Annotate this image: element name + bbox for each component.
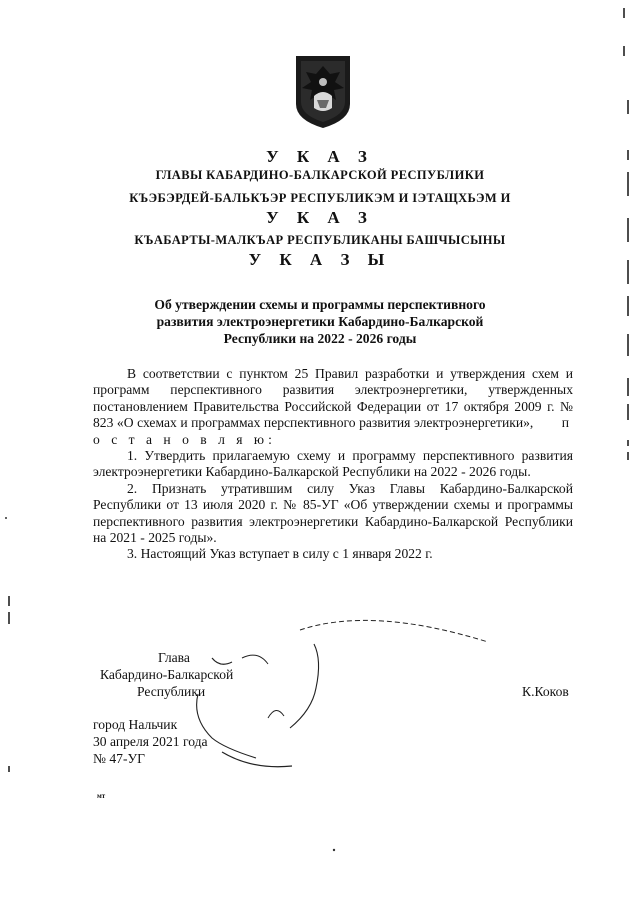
title-line-1: Об утверждении схемы и программы перспективного: [154, 297, 486, 312]
decree-item-3: 3. Настоящий Указ вступает в силу с 1 января 2022 г.: [127, 546, 433, 562]
header-glava-ru: ГЛАВЫ КАБАРДИНО-БАЛКАРСКОЙ РЕСПУБЛИКИ: [155, 168, 485, 182]
footer-city: город Нальчик: [93, 717, 178, 732]
title-line-3: Республики на 2022 - 2026 годы: [223, 331, 417, 346]
decree-word: п о с т а н о в л я ю:: [93, 415, 573, 447]
footer-number: № 47-УГ: [93, 751, 145, 766]
footer-date: 30 апреля 2021 года: [93, 734, 208, 749]
signatory-title-line-2: Кабардино-Балкарской: [100, 667, 234, 682]
signatory-title-line-3: Республики: [137, 684, 206, 699]
header-kabardian: КЪЭБЭРДЕЙ-БАЛЬКЪЭР РЕСПУБЛИКЭМ И ІЭТАЩХЬЭМ И: [129, 191, 511, 205]
header-balkar: КЪАБАРТЫ-МАЛКЪАР РЕСПУБЛИКАНЫ БАШЧЫСЫНЫ: [134, 233, 506, 247]
header-ukaz-ru: У К А З: [266, 147, 374, 166]
signatory-title-line-1: Глава: [158, 650, 190, 665]
header-ukazy-balkar: У К А З Ы: [248, 250, 392, 269]
decree-item-1: 1. Утвердить прилагаемую схему и программу перспективного развития электроэнергетики Кабардино-Балкарской Республики на 2022 - 2026 годы.: [93, 448, 573, 480]
header-ukaz-kabardian: У К А З: [266, 208, 374, 227]
decree-item-2: 2. Признать утратившим силу Указ Главы Кабардино-Балкарской Республики от 13 июля 2020 г. № 85-УГ «Об утверждении схемы и программы перспективного развития электроэнергетики Кабардино-Балкарской Республики на 2021 - 2025 годы».: [93, 480, 573, 546]
signatory-name: К.Коков: [522, 684, 569, 699]
preamble-text: В соответствии с пунктом 25 Правил разработки и утверждения схем и программ перспективного развития электроэнергетики, утвержденных постановлением Правительства Российской Федерации от 17 октября 2009 г. № 823 «О схемах и программах перспективного развития электроэнергетики»,: [93, 366, 573, 431]
footer-code: мт: [97, 792, 106, 800]
title-line-2: развития электроэнергетики Кабардино-Балкарской: [156, 314, 484, 329]
